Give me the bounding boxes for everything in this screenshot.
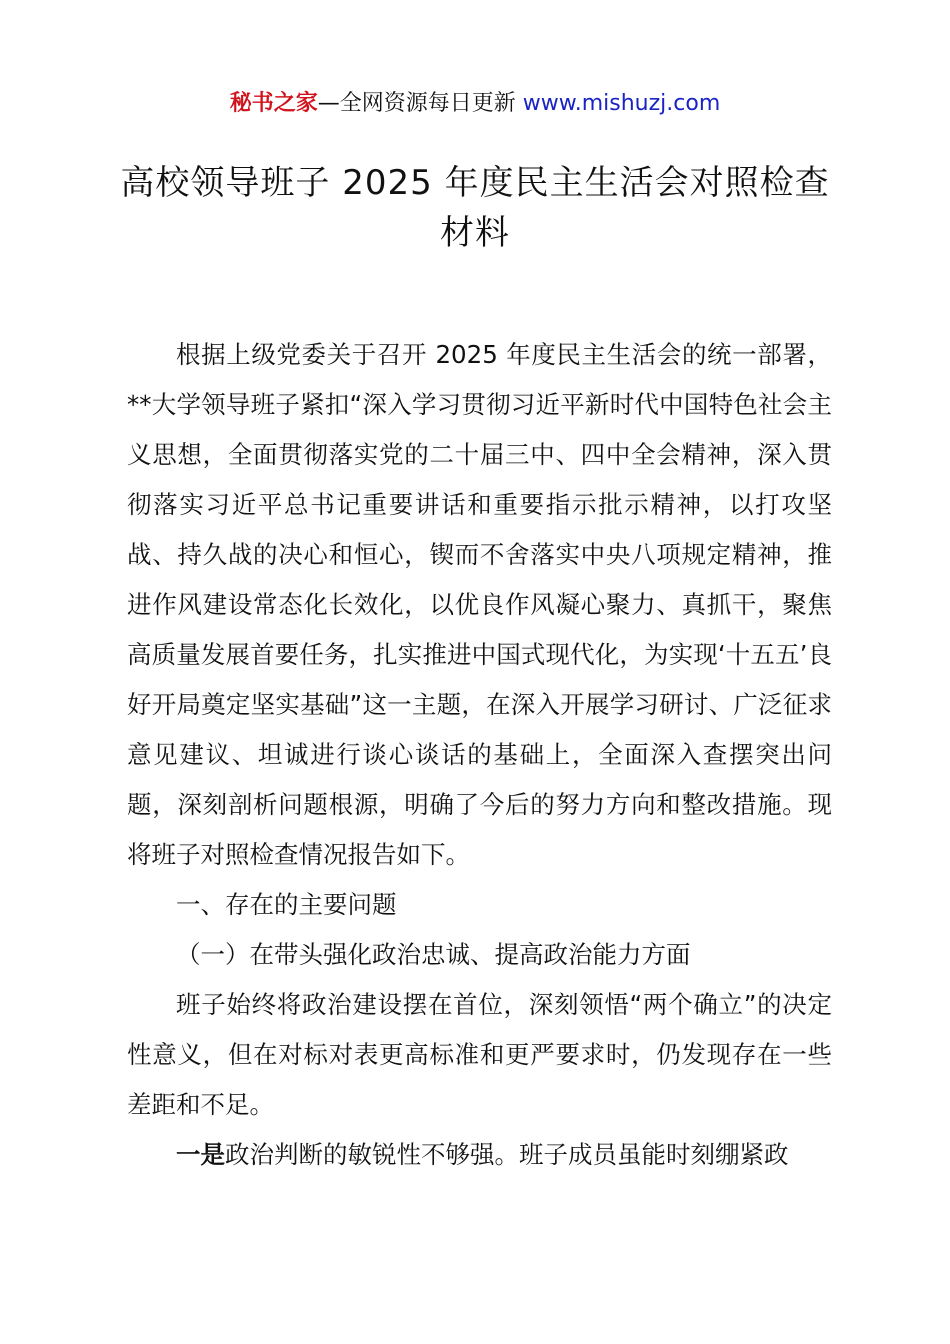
site-url-link[interactable]: www.mishuzj.com	[522, 91, 721, 116]
site-brand: 秘书之家	[229, 91, 318, 116]
intro-paragraph: 根据上级党委关于召开 2025 年度民主生活会的统一部署，**大学领导班子紧扣“深入学习贯彻习近平新时代中国特色社会主义思想，全面贯彻落实党的二十届三中、四中全会精神，深入贯彻落实习近平总书记重要讲话和重要指示批示精神，以打攻坚战、持久战的决心和恒心，锲而不舍落实中央八项规定精神，推进作风建设常态化长效化，以优良作风凝心聚力、真抓干，聚焦高质量发展首要任务，扎实推进中国式现代化，为实现‘十五五’良好开局奠定坚实基础”这一主题，在深入开展学习研讨、广泛征求意见建议、坦诚进行谈心谈话的基础上，全面深入查摆突出问题，深刻剖析问题根源，明确了今后的努力方向和整改措施。现将班子对照检查情况报告如下。	[127, 340, 832, 869]
point-paragraph	[127, 1130, 832, 1180]
title-line-2: 材料	[440, 213, 510, 253]
subsection-intro-paragraph: 班子始终将政治建设摆在首位，深刻领悟“两个确立”的决定性意义，但在对标对表更高标准和更严要求时，仍发现存在一些差距和不足。	[127, 990, 832, 1119]
subsection-heading: （一）在带头强化政治忠诚、提高政治能力方面	[176, 940, 691, 969]
site-header	[0, 88, 950, 120]
document-title	[100, 158, 850, 258]
document-body	[127, 330, 832, 1180]
point-label: 一是	[176, 1140, 225, 1169]
point-text: 政治判断的敏锐性不够强。班子成员虽能时刻绷紧政	[225, 1140, 789, 1169]
title-line-1: 高校领导班子 2025 年度民主生活会对照检查	[120, 163, 830, 203]
site-slogan: —全网资源每日更新	[317, 91, 516, 116]
section-heading: 一、存在的主要问题	[176, 890, 397, 919]
